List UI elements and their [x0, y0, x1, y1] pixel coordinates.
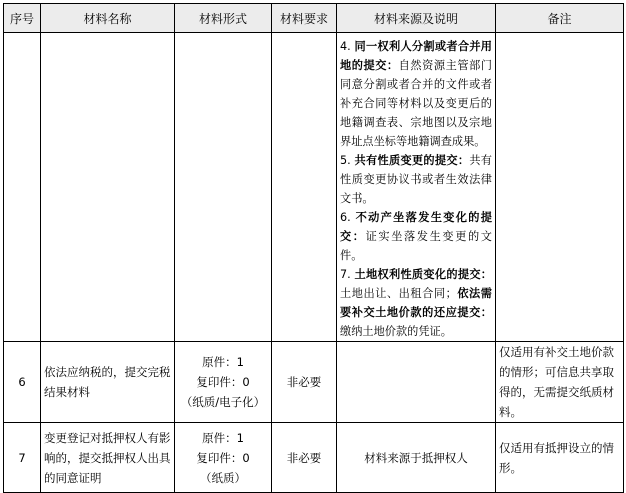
item-7: 7. 土地权利性质变化的提交：土地出让、出租合同；依法需要补交土地价款的还应提交：缴纳土地价款的凭证。	[340, 268, 492, 338]
form-copy: 复印件：0	[196, 375, 250, 389]
material-requirement: 非必要	[272, 342, 337, 423]
remarks: 仅适用有补交土地价款的情形；可信息共享取得的，无需提交纸质材料。	[496, 342, 624, 423]
item-6: 6. 不动产坐落发生变化的提交：证实坐落发生变更的文件。	[340, 211, 492, 262]
header-row	[4, 4, 624, 33]
row-index: 7	[4, 423, 41, 493]
table-row-continued	[4, 33, 624, 342]
item-4: 4. 同一权利人分割或者合并用地的提交：自然资源主管部门同意分割或者合并的文件或者补充合同等材料以及变更后的地籍调查表、宗地图以及宗地界址点坐标等地籍调查成果。	[340, 40, 492, 148]
item-5: 5. 共有性质变更的提交：共有性质变更协议书或者生效法律文书。	[340, 154, 492, 205]
material-name: 变更登记对抵押权人有影响的，提交抵押权人出具的同意证明	[41, 423, 175, 493]
remarks: 仅适用有抵押设立的情形。	[496, 423, 624, 493]
form-type: （纸质）	[200, 470, 246, 485]
form-original: 原件：1	[202, 355, 244, 369]
cell-name-empty	[41, 33, 175, 342]
form-copy: 复印件：0	[196, 450, 250, 465]
header-material-name: 材料名称	[41, 4, 175, 33]
material-source: 材料来源于抵押权人	[337, 423, 496, 493]
header-remarks: 备注	[496, 4, 624, 33]
cell-form-empty	[175, 33, 272, 342]
header-index: 序号	[4, 4, 41, 33]
row-index: 6	[4, 342, 41, 423]
table-row-6	[4, 342, 624, 423]
material-requirement: 非必要	[272, 423, 337, 493]
form-type: （纸质/电子化）	[180, 395, 266, 409]
cell-requirement-empty	[272, 33, 337, 342]
header-material-source: 材料来源及说明	[337, 4, 496, 33]
table-row-7	[4, 423, 624, 493]
material-source	[337, 342, 496, 423]
header-material-requirement: 材料要求	[272, 4, 337, 33]
header-material-form: 材料形式	[175, 4, 272, 33]
cell-remarks-empty	[496, 33, 624, 342]
cell-index-empty	[4, 33, 41, 342]
material-form	[175, 423, 272, 493]
material-form	[175, 342, 272, 423]
material-name: 依法应纳税的，提交完税结果材料	[41, 342, 175, 423]
form-original: 原件：1	[202, 430, 244, 445]
materials-table	[3, 3, 624, 493]
cell-source-description	[337, 33, 496, 342]
